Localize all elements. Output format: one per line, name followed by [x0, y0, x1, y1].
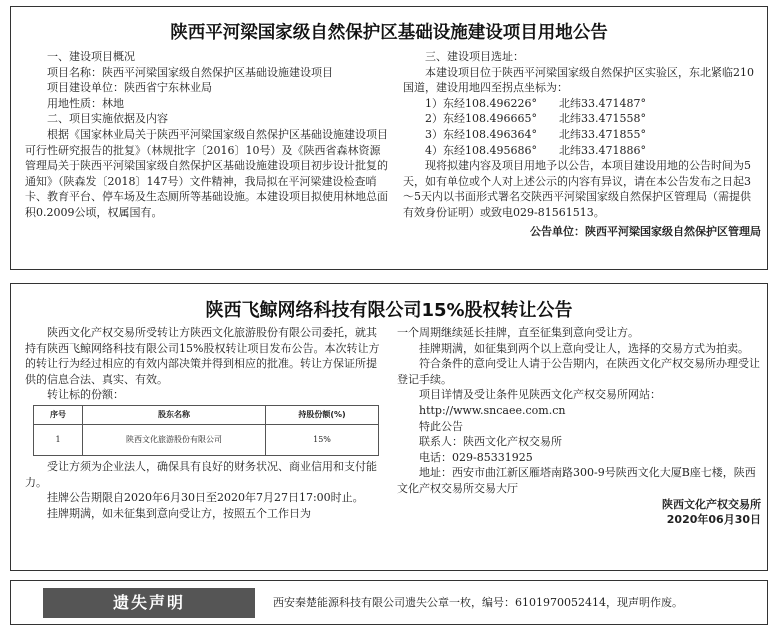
notice-right-column	[403, 49, 761, 239]
table-header: 序号	[34, 405, 83, 424]
share-heading: 转让标的份额：	[47, 388, 124, 402]
notice-left-column	[25, 49, 390, 221]
notice-title: 陕西飞鲸网络科技有限公司15%股权转让公告	[205, 300, 573, 321]
paragraph: 根据《国家林业局关于陕西平河梁国家级自然保护区基础设施建设项目可行性研究报告的批复》（林规批字〔2016〕10号）及《陕西省森林资源管理局关于陕西平河梁国家级自然保护区基础设施建设项目初步设计批复的通知》（陕森发〔2018〕147号）文件精神，我局拟在平河梁建设检查哨卡、教育平台、停车场及生态厕所等基础设施。本建设项目拟使用林地总面积0.2009公顷，权属国有。	[25, 127, 388, 219]
signature: 陕西文化产权交易所	[662, 497, 761, 511]
paragraph: 本建设项目位于陕西平河梁国家级自然保护区实验区，东北紧临210国道，建设用地四至拐点坐标为：	[403, 65, 754, 95]
loss-declaration	[10, 580, 768, 625]
table-cell: 1	[34, 424, 83, 455]
coordinate-line: 2）东经108.496665° 北纬33.471558°	[425, 112, 646, 126]
table-cell: 15%	[266, 424, 379, 455]
table-row	[34, 424, 379, 455]
paragraph: 挂牌期满，如未征集到意向受让方，按照五个工作日为	[47, 506, 311, 520]
contact-address: 地址：西安市曲江新区雁塔南路300-9号陕西文化大厦B座七楼，陕西文化产权交易所交易大厅	[397, 466, 756, 495]
paragraph: 符合条件的意向受让人请于公告期内，在陕西文化产权交易所办理受让登记手续。	[397, 357, 760, 386]
coordinate-line: 4）东经108.495686° 北纬33.471886°	[425, 143, 646, 157]
land-use-notice	[10, 6, 768, 270]
table-header: 持股份额(%)	[266, 405, 379, 424]
table-header-row	[34, 405, 379, 424]
paragraph: 陕西文化产权交易所受转让方陕西文化旅游股份有限公司委托，就其持有陕西飞鲸网络科技有限公司15%股权转让项目发布公告。本次转让方的转让行为经过相应的有效内部决策并得到相应的批准。转让方保证所提供的信息合法、真实、有效。	[25, 326, 380, 386]
notice-date: 2020年06月30日	[666, 513, 761, 527]
declaration-title: 遗失声明	[43, 588, 255, 618]
coordinate-line: 3）东经108.496364° 北纬33.471855°	[425, 127, 646, 141]
coordinate-line: 1）东经108.496226° 北纬33.471487°	[425, 96, 646, 110]
table-header: 股东名称	[83, 405, 266, 424]
paragraph: 特此公告	[419, 419, 463, 433]
paragraph: 项目名称：陕西平河梁国家级自然保护区基础设施建设项目	[47, 65, 333, 79]
equity-transfer-notice	[10, 283, 768, 571]
signature: 公告单位：陕西平河梁国家级自然保护区管理局	[530, 224, 761, 238]
notice-left-column	[25, 325, 383, 521]
table-cell: 陕西文化旅游股份有限公司	[83, 424, 266, 455]
contact-person: 联系人：陕西文化产权交易所	[419, 435, 562, 449]
paragraph: 现将拟建内容及项目用地予以公告，本项目建设用地的公告时间为5天，如有单位或个人对上述公示的内容有异议，请在本公告发布之日起3～5天内以书面形式署名交陕西平河梁国家级自然保护区管理局（需提供有效身份证明）或致电029-81561513。	[403, 159, 751, 219]
share-table	[33, 405, 379, 456]
paragraph: 项目建设单位：陕西省宁东林业局	[47, 81, 212, 95]
notice-title: 陕西平河梁国家级自然保护区基础设施建设项目用地公告	[170, 23, 608, 43]
declaration-text: 西安秦楚能源科技有限公司遗失公章一枚，编号：6101970052414，现声明作废。	[273, 596, 683, 609]
notice-right-column	[397, 325, 761, 528]
website-link[interactable]: http://www.sncaee.com.cn	[419, 403, 566, 417]
paragraph: 项目详情及受让条件见陕西文化产权交易所网站：	[419, 388, 661, 402]
contact-phone: 电话：029-85331925	[419, 450, 533, 464]
paragraph: 三、建设项目选址：	[425, 50, 524, 63]
paragraph: 挂牌期满，如征集到两个以上意向受让人，选择的交易方式为拍卖。	[419, 341, 749, 355]
paragraph: 一、建设项目概况	[47, 50, 135, 63]
paragraph: 二、项目实施依据及内容	[47, 112, 168, 126]
paragraph: 受让方须为企业法人，确保具有良好的财务状况、商业信用和支付能力。	[25, 459, 377, 489]
paragraph: 挂牌公告期限自2020年6月30日至2020年7月27日17:00时止。	[47, 491, 364, 505]
paragraph: 用地性质：林地	[47, 96, 124, 110]
paragraph: 一个周期继续延长挂牌，直至征集到意向受让方。	[397, 326, 639, 339]
